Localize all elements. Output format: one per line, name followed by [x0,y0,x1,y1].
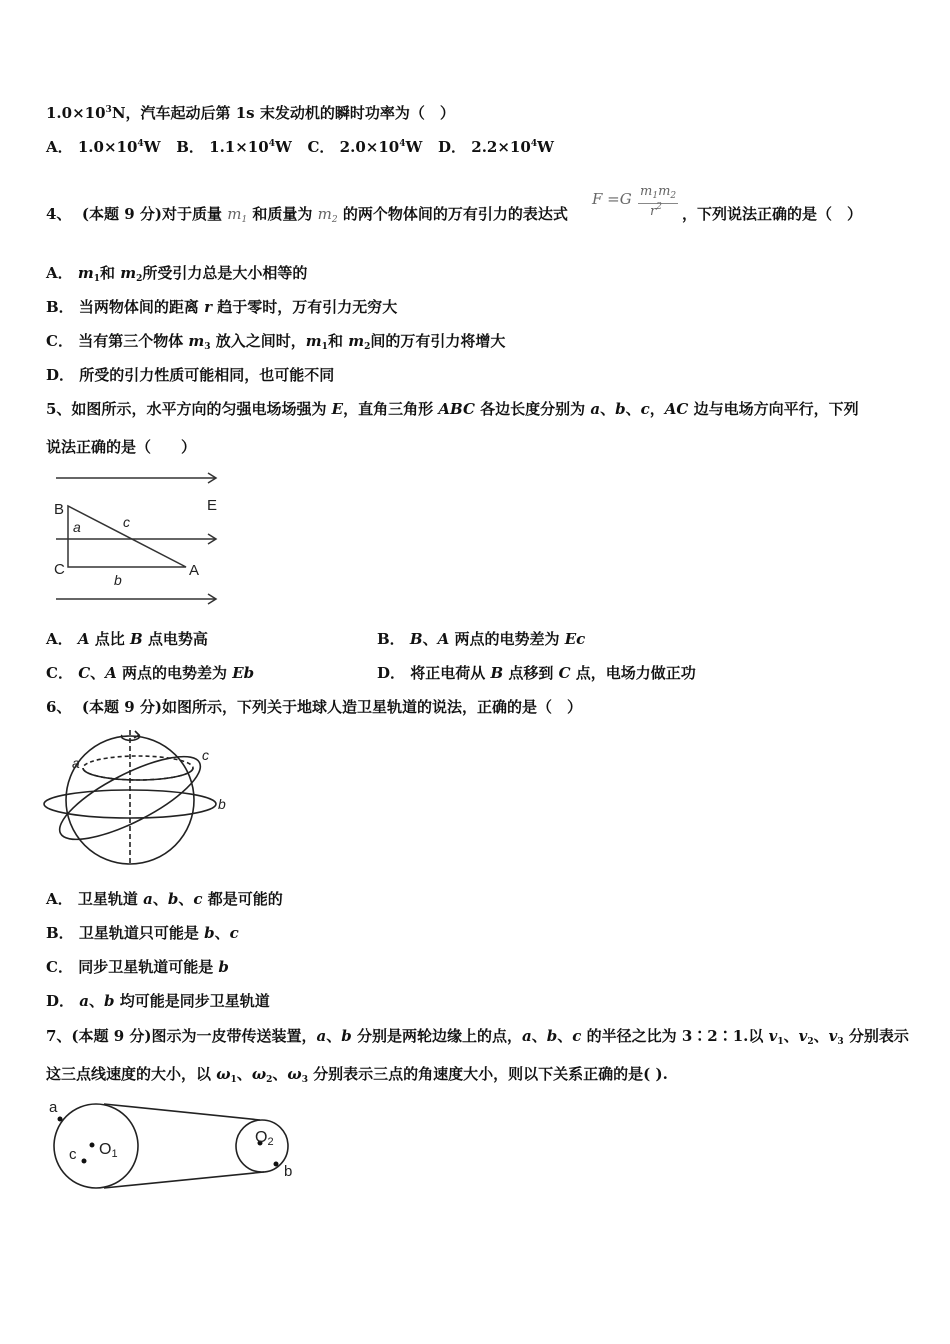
q5-option-d: D． 将正电荷从 B 点移到 C 点，电场力做正功 [377,664,696,682]
q3-option-c: C． $2.0\times 10^4W$ [307,138,423,156]
q3-stem: $1.0\times 10^3N$，汽车起动后第 1s 末发动机的瞬时功率为（ ） [46,104,455,122]
electric-field-triangle-figure [46,466,226,612]
svg-text:c: c [123,514,130,530]
svg-text:c: c [69,1146,77,1163]
o1-label: O1 [99,1141,118,1160]
q4-option-d: D． 所受的引力性质可能相同，也可能不同 [46,366,335,384]
q5-option-c: C． C、A 两点的电势差为 Eb [46,664,255,682]
q7-stem-line2: 这三点线速度的大小，以 $\omega_1$、$\omega_2$、$\omega_3$ 分别表示三点的角速度大小，则以下关系正确的是( ). [46,1065,668,1085]
svg-text:b: b [114,572,122,588]
q3-options [46,137,554,157]
q3-option-a: A． $1.0\times 10^4W$ [46,138,161,156]
q4-stem: 4、 (本题 9 分)对于质量 $m_1$ 和质量为 $m_2$ 的两个物体间的万有引力的表达式 [46,205,568,225]
svg-text:B: B [54,501,65,518]
svg-text:A: A [189,562,200,579]
q6-stem: 6、 (本题 9 分)如图所示，下列关于地球人造卫星轨道的说法，正确的是（ ） [46,698,582,716]
q7-stem-line1: 7、(本题 9 分)图示为一皮带传送装置，a、b 分别是两轮边缘上的点，a、b、c 的半径之比为 3∶2∶1.以 $v_1$、$v_2$、$v_3$ 分别表示 [46,1027,909,1047]
q6-option-c: C． 同步卫星轨道可能是 b [46,958,229,976]
q5-stem-line1: 5、如图所示，水平方向的匀强电场场强为 E，直角三角形 ABC 各边长度分别为 a、b、c，AC 边与电场方向平行，下列 [46,400,859,418]
svg-text:b: b [218,796,226,812]
svg-text:b: b [284,1163,293,1180]
q6-option-d: D． a、b 均可能是同步卫星轨道 [46,992,270,1010]
satellite-orbits-figure [42,726,238,868]
svg-text:C: C [54,561,65,578]
q5-stem-line2: 说法正确的是（ ） [46,438,197,456]
belt-pulley-figure [44,1094,304,1194]
q5-option-b: B． B、A 两点的电势差为 Ec [377,630,586,648]
q4-option-b: B． 当两物体间的距离 r 趋于零时，万有引力无穷大 [46,298,398,316]
svg-text:a: a [72,755,80,771]
o2-label: O2 [255,1129,274,1148]
svg-text:a: a [49,1099,58,1116]
q4-stem-end: ，下列说法正确的是（ ） [682,205,863,223]
svg-text:c: c [202,747,209,763]
q4-option-a: A． $m_1$和 $m_2$所受引力总是大小相等的 [46,264,308,284]
gravitation-formula: F =G $m_1m_2$ $r^2$ [592,184,677,219]
q5-option-a: A． A 点比 B 点电势高 [46,630,208,648]
svg-text:a: a [73,519,81,535]
q4-option-c: C． 当有第三个物体 $m_3$ 放入之间时，$m_1$和 $m_2$间的万有引力将增大 [46,332,506,352]
svg-text:E: E [207,497,218,514]
q3-option-b: B． $1.1\times 10^4W$ [176,138,292,156]
q6-option-a: A． 卫星轨道 a、b、c 都是可能的 [46,890,283,908]
q3-option-d: D． $2.2\times 10^4W$ [438,138,554,156]
q6-option-b: B． 卫星轨道只可能是 b、c [46,924,239,942]
